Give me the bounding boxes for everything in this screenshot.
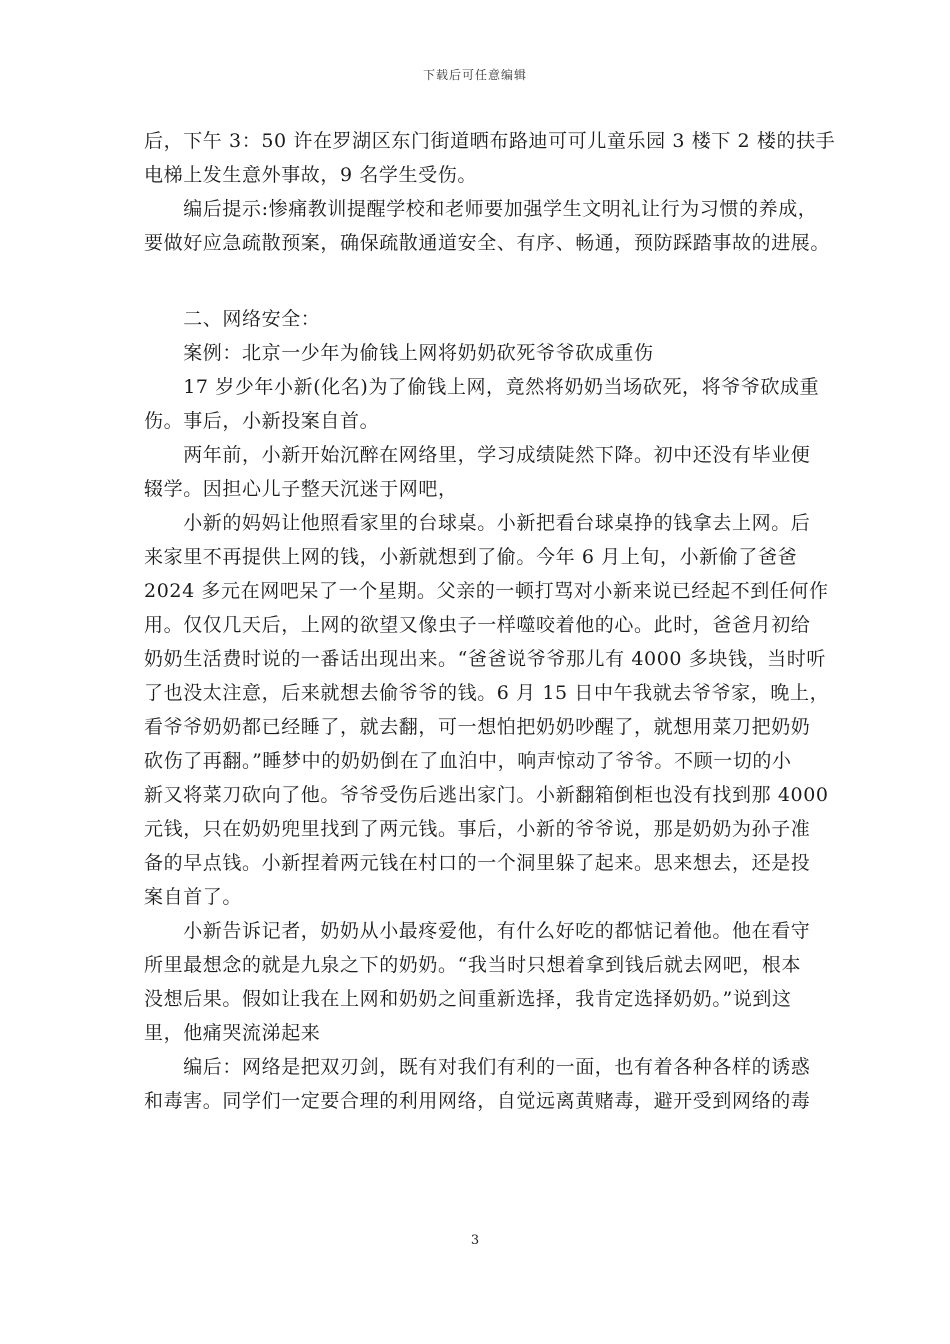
text-line: 伤。事后，小新投案自首。 — [144, 410, 380, 432]
text-line: 备的早点钱。小新捏着两元钱在村口的一个洞里躲了起来。思来想去，还是投 — [144, 852, 811, 874]
text-line: 案自首了。 — [144, 886, 243, 908]
text-line: 编后：网络是把双刃剑，既有对我们有利的一面，也有着各种各样的诱惑 — [144, 1056, 811, 1078]
text-line: 元钱，只在奶奶兜里找到了两元钱。事后，小新的爷爷说，那是奶奶为孙子准 — [144, 818, 811, 840]
case-title: 案例：北京一少年为偷钱上网将奶奶砍死爷爷砍成重伤 — [144, 342, 654, 364]
text-line: 小新告诉记者，奶奶从小最疼爱他，有什么好吃的都惦记着他。他在看守 — [144, 920, 811, 942]
section-heading: 二、网络安全： — [144, 308, 321, 330]
text-line: 奶奶生活费时说的一番话出现出来。“爸爸说爷爷那儿有 4000 多块钱，当时听 — [144, 648, 826, 670]
text-line: 了也没太注意，后来就想去偷爷爷的钱。6 月 15 日中午我就去爷爷家，晚上， — [144, 682, 830, 704]
text-line: 电梯上发生意外事故，9 名学生受伤。 — [144, 164, 477, 186]
text-line: 里，他痛哭流涕起来 — [144, 1022, 321, 1044]
page-header: 下载后可任意编辑 — [422, 68, 527, 82]
text-line: 和毒害。同学们一定要合理的利用网络，自觉远离黄赌毒，避开受到网络的毒 — [144, 1090, 811, 1112]
text-line: 小新的妈妈让他照看家里的台球桌。小新把看台球桌挣的钱拿去上网。后 — [144, 512, 811, 534]
text-line: 砍伤了再翻。”睡梦中的奶奶倒在了血泊中，响声惊动了爷爷。不顾一切的小 — [144, 750, 792, 772]
text-line: 编后提示:惨痛教训提醒学校和老师要加强学生文明礼让行为习惯的养成， — [144, 198, 818, 220]
text-line: 两年前，小新开始沉醉在网络里，学习成绩陡然下降。初中还没有毕业便 — [144, 444, 811, 466]
text-line: 来家里不再提供上网的钱，小新就想到了偷。今年 6 月上旬，小新偷了爸爸 — [144, 546, 798, 568]
page-number: 3 — [470, 1233, 480, 1248]
text-line: 所里最想念的就是九泉之下的奶奶。“我当时只想着拿到钱后就去网吧，根本 — [144, 954, 802, 976]
text-line: 新又将菜刀砍向了他。爷爷受伤后逃出家门。小新翻箱倒柜也没有找到那 4000 — [144, 784, 829, 806]
text-line: 17 岁少年小新(化名)为了偷钱上网，竟然将奶奶当场砍死，将爷爷砍成重 — [144, 376, 820, 398]
document-body — [144, 124, 836, 1118]
text-line: 后，下午 3：50 许在罗湖区东门街道晒布路迪可可儿童乐园 3 楼下 2 楼的扶手 — [144, 130, 836, 152]
text-line: 没想后果。假如让我在上网和奶奶之间重新选择，我肯定选择奶奶。”说到这 — [144, 988, 792, 1010]
text-line: 用。仅仅几天后，上网的欲望又像虫子一样噬咬着他的心。此时，爸爸月初给 — [144, 614, 811, 636]
text-line: 要做好应急疏散预案，确保疏散通道安全、有序、畅通，预防踩踏事故的进展。 — [144, 232, 831, 254]
text-line: 2024 多元在网吧呆了一个星期。父亲的一顿打骂对小新来说已经起不到任何作 — [144, 580, 829, 602]
section-gap — [144, 260, 816, 302]
text-line: 看爷爷奶奶都已经睡了，就去翻，可一想怕把奶奶吵醒了，就想用菜刀把奶奶 — [144, 716, 811, 738]
text-line: 辍学。因担心儿子整天沉迷于网吧， — [144, 478, 458, 500]
